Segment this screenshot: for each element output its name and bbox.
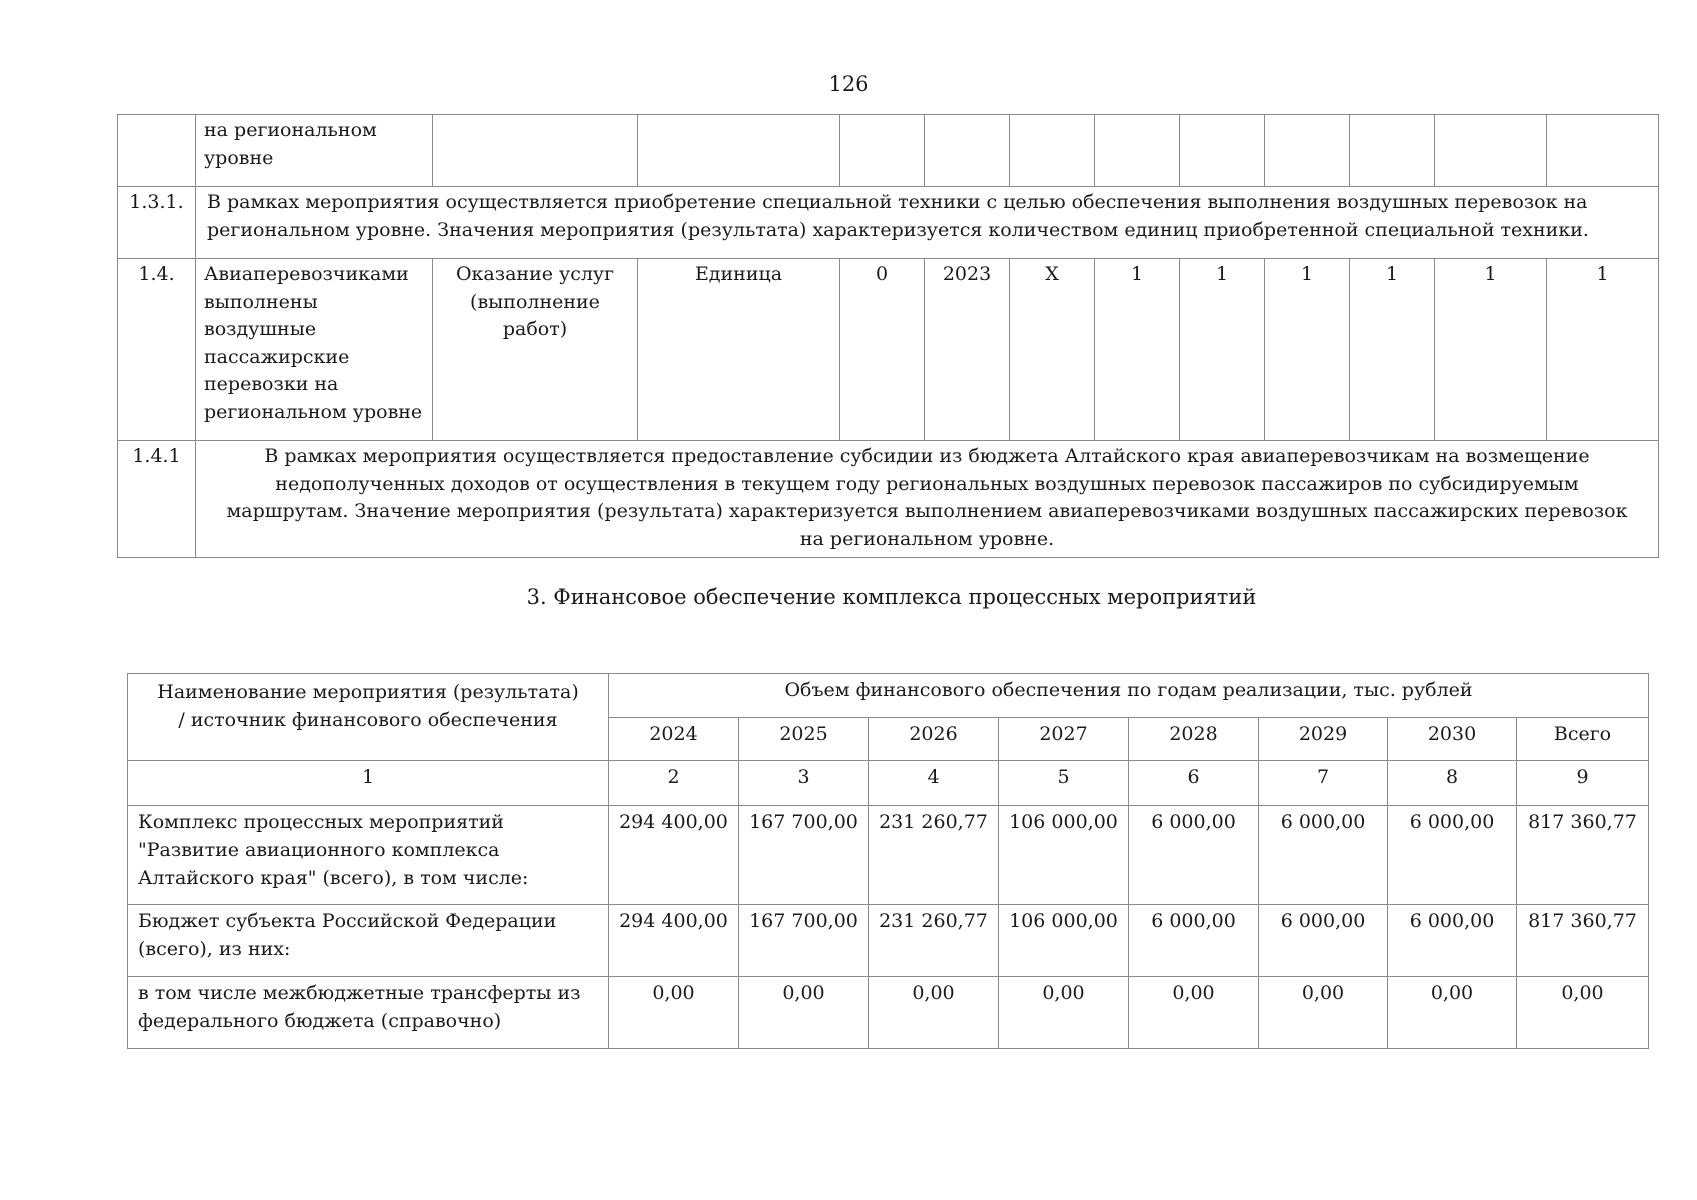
total-header: Всего [1517,718,1649,761]
table-row [118,115,1659,187]
amount-cell: 294 400,00 [609,905,739,977]
column-number: 1 [128,761,609,806]
base-value-cell: 0 [840,259,925,441]
table-row [128,806,1649,905]
x-mark-cell: X [1010,259,1095,441]
column-number: 4 [869,761,999,806]
total-amount-cell: 817 360,77 [1517,905,1649,977]
year-header: 2030 [1388,718,1517,761]
amount-cell: 6 000,00 [1259,806,1388,905]
source-name-cell: Бюджет субъекта Российской Федерации (всего), из них: [128,905,609,977]
amount-cell: 0,00 [609,977,739,1049]
row-number-cell: 1.4.1 [118,441,196,558]
header-volume-cell: Объем финансового обеспечения по годам реализации, тыс. рублей [609,674,1649,718]
amount-cell: 106 000,00 [999,806,1129,905]
value-cell: 1 [1547,259,1659,441]
amount-cell: 0,00 [999,977,1129,1049]
measure-description: В рамках мероприятия осуществляется приобретение специальной техники с целью обеспечения выполнения воздушных перевозок на региональном уровне. Значения мероприятия (результата) характеризуется количеством единиц приобретенной специальной техники. [196,187,1659,259]
column-number: 3 [739,761,869,806]
year-header: 2024 [609,718,739,761]
amount-cell: 167 700,00 [739,905,869,977]
amount-cell: 0,00 [1388,977,1517,1049]
table-row [118,187,1659,259]
source-name-cell: в том числе межбюджетные трансферты из федерального бюджета (справочно) [128,977,609,1049]
finance-table [127,673,1649,1049]
column-number: 2 [609,761,739,806]
indicators-table [117,114,1659,558]
value-cell: 1 [1350,259,1435,441]
section-title: 3. Финансовое обеспечение комплекса процессных мероприятий [526,585,1257,609]
column-number: 7 [1259,761,1388,806]
year-header: 2025 [739,718,869,761]
table-row [118,441,1659,558]
amount-cell: 106 000,00 [999,905,1129,977]
header-name-cell: Наименование мероприятия (результата) / источник финансового обеспечения [128,674,609,761]
column-number: 9 [1517,761,1649,806]
table-row [118,259,1659,441]
measure-name-cell: Авиаперевозчиками выполнены воздушные пассажирские перевозки на региональном уровне [196,259,433,441]
table-row [128,977,1649,1049]
value-cell: 1 [1265,259,1350,441]
unit-cell: Единица [638,259,840,441]
amount-cell: 0,00 [1259,977,1388,1049]
value-cell: 1 [1435,259,1547,441]
page-number: 126 [828,72,869,96]
amount-cell: 6 000,00 [1388,905,1517,977]
amount-cell: 6 000,00 [1388,806,1517,905]
amount-cell: 0,00 [739,977,869,1049]
column-number: 5 [999,761,1129,806]
value-cell: 1 [1095,259,1180,441]
column-number: 6 [1129,761,1259,806]
year-header: 2027 [999,718,1129,761]
row-number-cell: 1.3.1. [118,187,196,259]
column-number: 8 [1388,761,1517,806]
amount-cell: 231 260,77 [869,806,999,905]
table-row [128,905,1649,977]
source-name-cell: Комплекс процессных мероприятий "Развитие авиационного комплекса Алтайского края" (всего), в том числе: [128,806,609,905]
amount-cell: 6 000,00 [1259,905,1388,977]
total-amount-cell: 817 360,77 [1517,806,1649,905]
year-header: 2026 [869,718,999,761]
row-number-cell: 1.4. [118,259,196,441]
amount-cell: 6 000,00 [1129,806,1259,905]
amount-cell: 167 700,00 [739,806,869,905]
value-cell: 1 [1180,259,1265,441]
base-year-cell: 2023 [925,259,1010,441]
row-number-cell [118,115,196,187]
amount-cell: 231 260,77 [869,905,999,977]
year-header: 2028 [1129,718,1259,761]
total-amount-cell: 0,00 [1517,977,1649,1049]
year-header: 2029 [1259,718,1388,761]
amount-cell: 0,00 [1129,977,1259,1049]
measure-name-cell: на региональном уровне [196,115,433,187]
amount-cell: 0,00 [869,977,999,1049]
amount-cell: 6 000,00 [1129,905,1259,977]
column-numbers-row [128,761,1649,806]
measure-description: В рамках мероприятия осуществляется предоставление субсидии из бюджета Алтайского края авиаперевозчикам на возмещение недополученных доходов от осуществления в текущем году региональных воздушных перевозок пассажиров по субсидируемым маршрутам. Значение мероприятия (результата) характеризуется выполнением авиаперевозчиками воздушных пассажирских перевозок на региональном уровне. [196,441,1659,558]
header-row [128,674,1649,718]
amount-cell: 294 400,00 [609,806,739,905]
measure-type-cell: Оказание услуг (выполнение работ) [433,259,638,441]
